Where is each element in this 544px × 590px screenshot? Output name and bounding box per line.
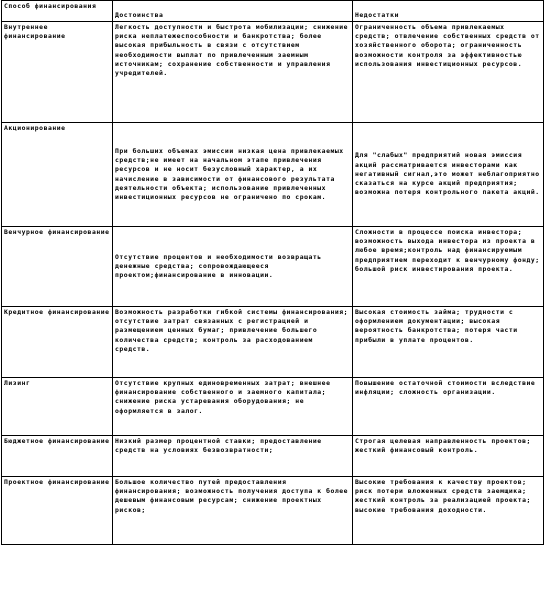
disadvantages-cell: Ограниченность объема привлекаемых средств; отвлечение собственных средств от хозяйственного оборота; ограниченность возможности контроля за эффективностью использования инвестиционных ресурсов. [353,22,544,123]
header-method: Способ финансирования [2,1,113,22]
advantages-cell: При больших объемах эмиссии низкая цена привлекаемых средств;не имеет на начальном этапе привлечения ресурсов и не носит безусловный характер, а их начисление в зависимости от финансового результата деятельности объекта; использование привлеченных инвестиционных ресурсов не ограничено по срокам. [113,123,353,227]
disadvantages-cell: Сложности в процессе поиска инвестора; возможность выхода инвестора из проекта в любое время;контроль над финансируемым предприятием переходит к венчурному фонду; большой риск инвестирования проекта. [353,227,544,307]
advantages-cell: Большое количество путей предоставления финансирования; возможность получения доступа к более дешевым финансовым ресурсам; снижение проектных рисков; [113,477,353,545]
disadvantages-cell: Высокие требования к качеству проектов; риск потери вложенных средств заемщика; жесткий контроль за реализацией проекта; высокие требования доходности. [353,477,544,545]
header-disadvantages: Недостатки [353,1,544,22]
method-cell: Кредитное финансирование [2,307,113,378]
disadvantages-cell: Строгая целевая направленность проектов; жесткий финансовый контроль. [353,436,544,477]
advantages-cell: Отсутствие крупных единовременных затрат; внешнее финансирование собственного и заемного капитала; снижение риска устаревания оборудования; не оформляется в залог. [113,378,353,436]
method-cell: Внутреннее финансирование [2,22,113,123]
disadvantages-cell: Для "слабых" предприятий новая эмиссия акций рассматривается инвесторами как негативный сигнал,это может неблагоприятно сказаться на курсе акций предприятия; возможна потеря контрольного пакета акций. [353,123,544,227]
advantages-cell: Отсутствие процентов и необходимости возвращать денежные средства; сопровождающееся проектом;финансирование в инновации. [113,227,353,307]
table-row [2,436,544,477]
advantages-cell: Легкость доступности и быстрота мобилизации; снижение риска неплатежеспособности и банкротства; более высокая прибыльность в связи с отсутствием необходимости выплат по привлеченным заемным источникам; сохранение собственности и управления учредителей. [113,22,353,123]
header-advantages: Достоинства [113,1,353,22]
financing-methods-table [1,0,544,545]
advantages-cell: Возможность разработки гибкой системы финансирования; отсутствие затрат связанных с регистрацией и размещением ценных бумаг; привлечение большего количества средств; контроль за расходованием средств. [113,307,353,378]
advantages-cell: Низкий размер процентной ставки; предоставление средств на условиях безвозвратности; [113,436,353,477]
method-cell: Венчурное финансирование [2,227,113,307]
method-cell: Лизинг [2,378,113,436]
method-cell: Проектное финансирование [2,477,113,545]
disadvantages-cell: Повышение остаточной стоимости вследствие инфляции; сложность организации. [353,378,544,436]
table-header-row [2,1,544,22]
table-row [2,227,544,307]
table-row [2,477,544,545]
disadvantages-cell: Высокая стоимость займа; трудности с оформлением документации; высокая вероятность банкротства; потеря части прибыли в уплате процентов. [353,307,544,378]
table-row [2,378,544,436]
method-cell: Бюджетное финансирование [2,436,113,477]
method-cell: Акционирование [2,123,113,227]
table-row [2,123,544,227]
table-row [2,22,544,123]
table-row [2,307,544,378]
